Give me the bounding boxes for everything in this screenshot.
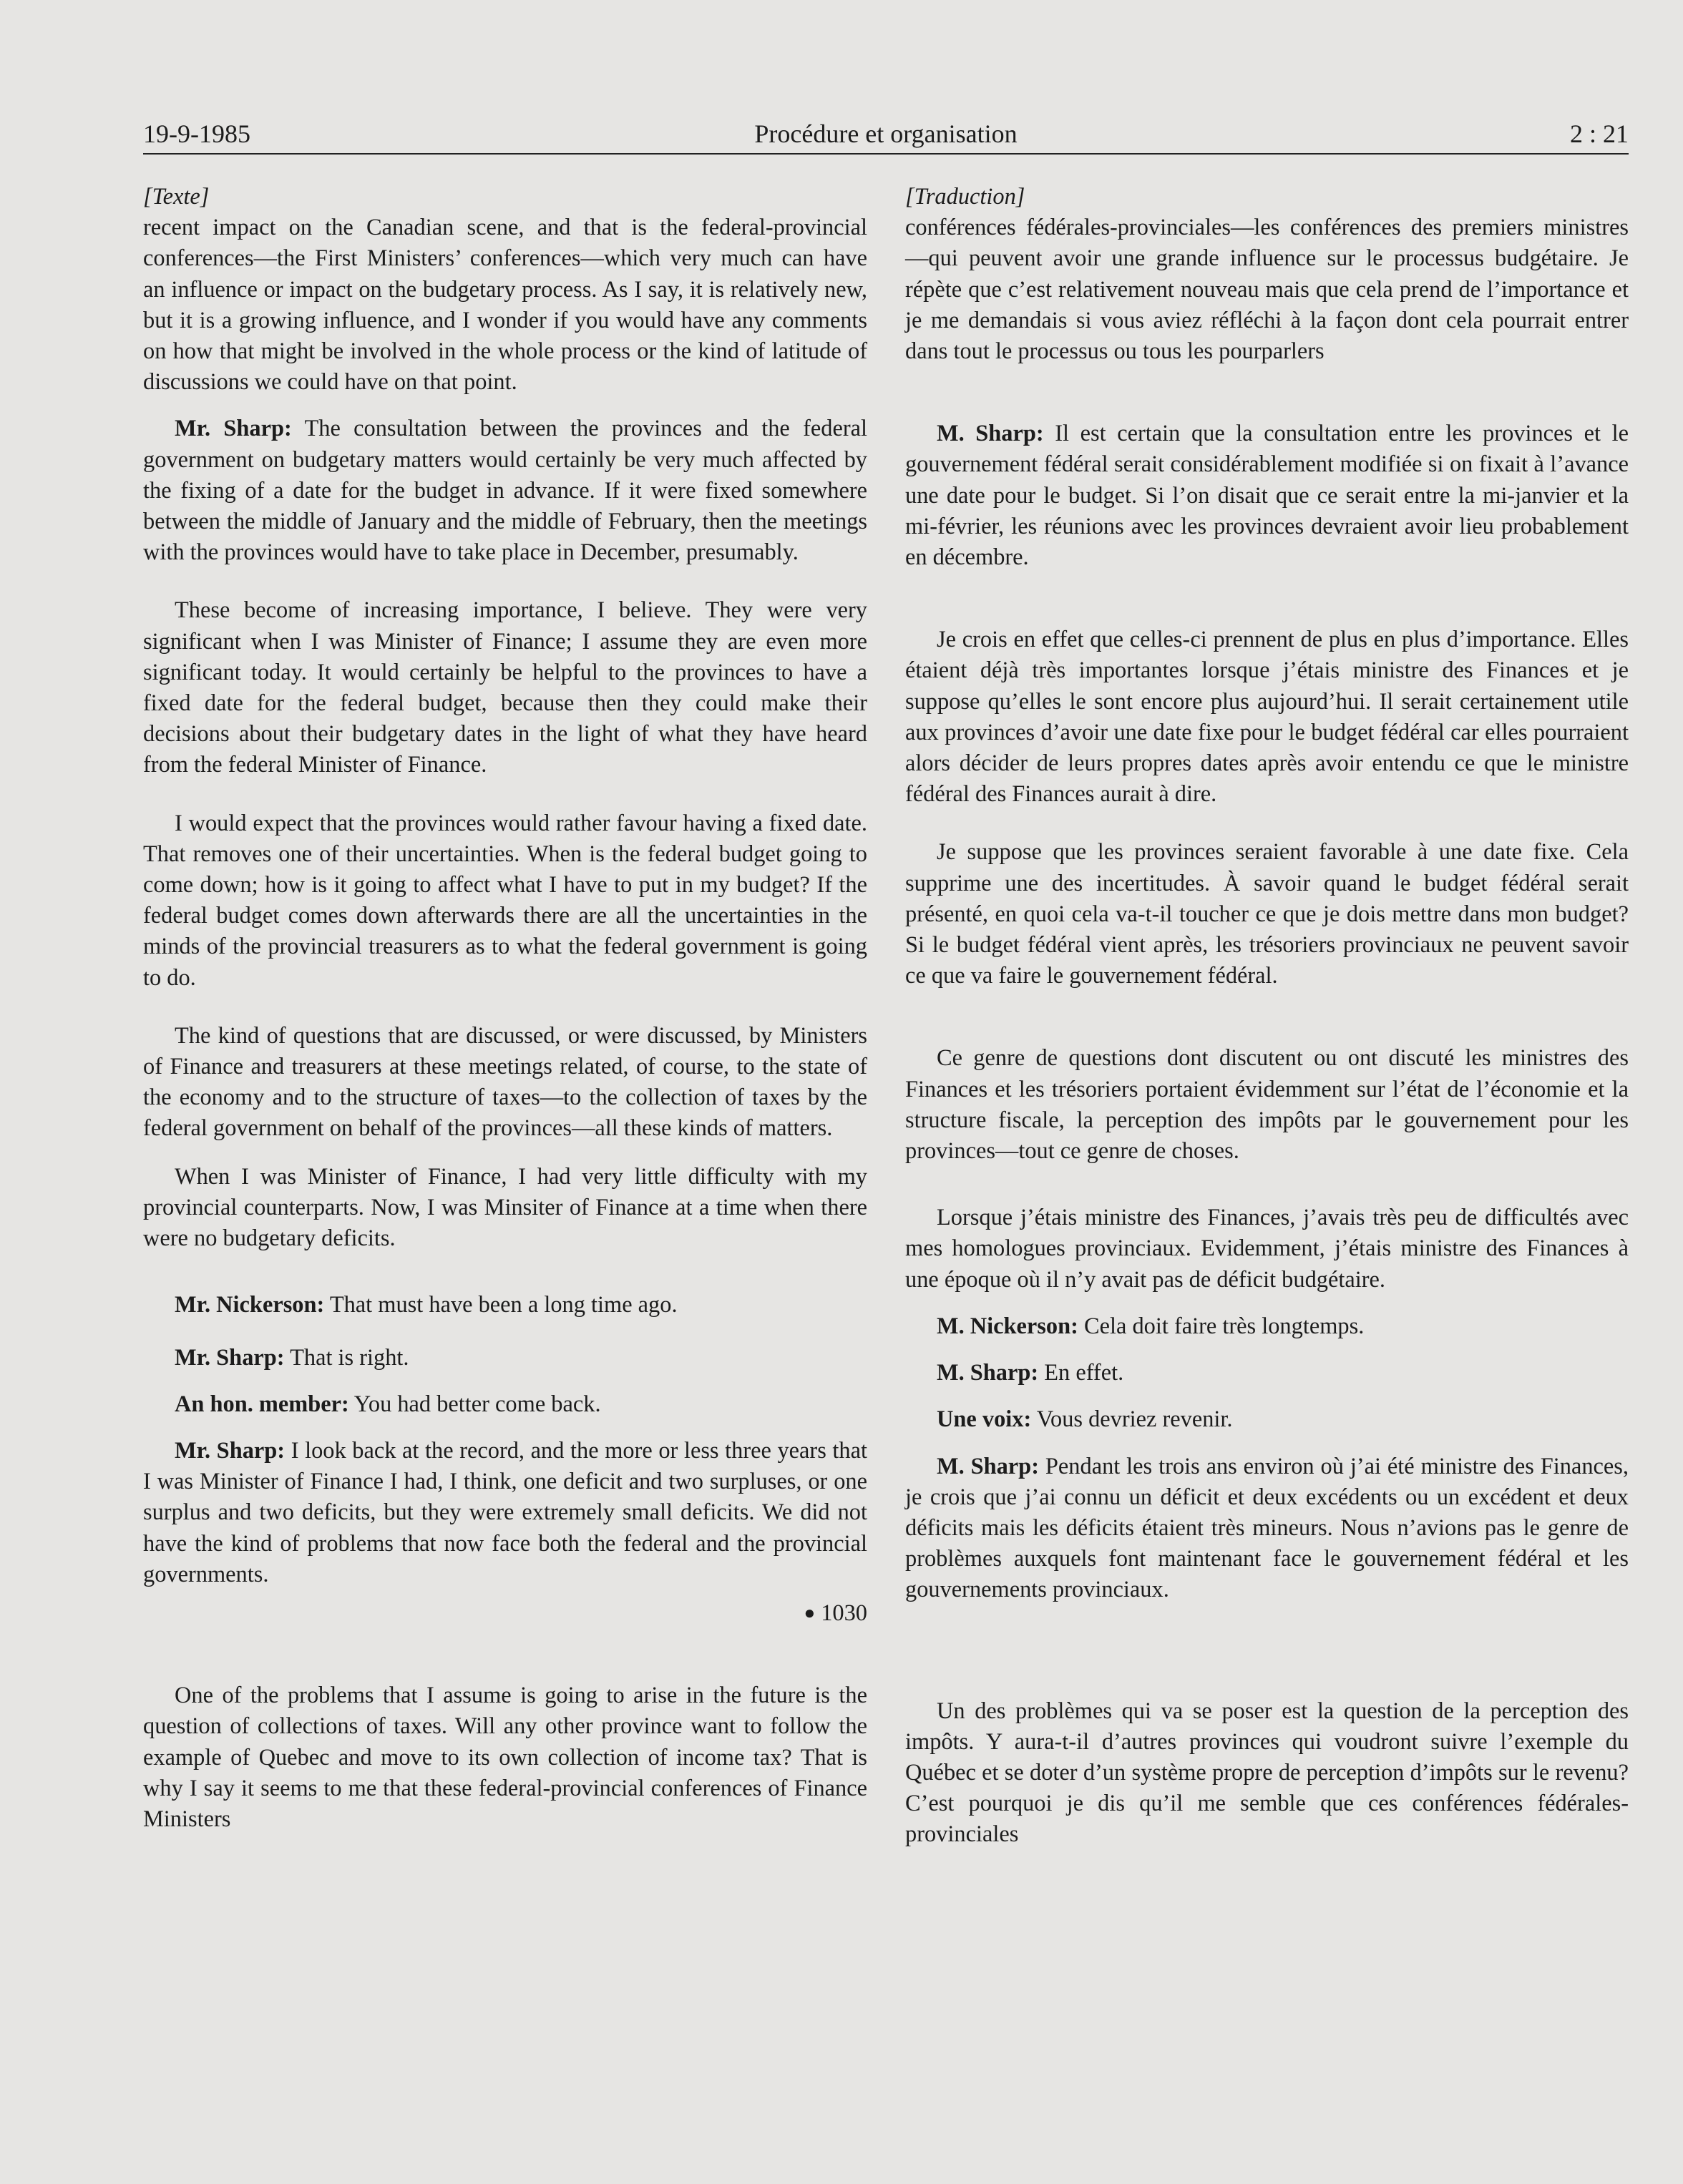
paragraph: These become of increasing importance, I believe. They were very significant when I was Minister of Finance; I assume they are even more significant today. It would certainly be helpful to the provinces to have a fixed date for the federal budget, because then they could make their decisions about their budgetary dates in the light of what they have heard from the federal Minister of Finance. bbox=[143, 597, 867, 778]
paragraph: One of the problems that I assume is going to arise in the future is the question of collections of taxes. Will any other province want to follow the example of Quebec and move to its own collection of income tax? That is why I say it seems to me that these federal-provincial conferences of Finance Ministers bbox=[143, 1683, 867, 1832]
speech-text: That is right. bbox=[284, 1344, 409, 1371]
page-number: 2 : 21 bbox=[1569, 119, 1629, 148]
speech-text: Vous devriez revenir. bbox=[1031, 1406, 1233, 1433]
time-value: 1030 bbox=[821, 1600, 867, 1626]
english-column bbox=[143, 182, 867, 1835]
speech-text: En effet. bbox=[1038, 1360, 1124, 1386]
paragraph bbox=[143, 413, 867, 568]
header-date: 19-9-1985 bbox=[143, 119, 250, 148]
bullet-icon: ● bbox=[804, 1602, 816, 1623]
speaker-name: M. Sharp: bbox=[937, 1360, 1039, 1386]
paragraph: Ce genre de questions dont discutent ou ont discuté les ministres des Finances et les trésoriers portaient évidemment sur l’état de l’économie et la structure fiscale, la perception des impôts par le gouvernement pour les provinces—tout ce genre de choses. bbox=[905, 1045, 1629, 1165]
paragraph: Lorsque j’étais ministre des Finances, j’avais très peu de difficultés avec mes homologues provinciaux. Evidemment, j’étais ministre des Finances à une époque où il n’y avait pas de déficit budgétaire. bbox=[905, 1205, 1629, 1293]
speaker-name: Une voix: bbox=[937, 1406, 1032, 1433]
paragraph: I would expect that the provinces would rather favour having a fixed date. That removes one of their uncertainties. When is the federal budget going to come down; how is it going to affect what I have to put in my budget? If the federal budget comes down afterwards there are all the uncertainties in the minds of the provincial treasurers as to what the federal government is going to do. bbox=[143, 810, 867, 991]
section-tag: [Texte] bbox=[143, 184, 210, 210]
speaker-name: M. Sharp: bbox=[937, 421, 1044, 447]
speech-text: That must have been a long time ago. bbox=[324, 1292, 678, 1318]
paragraph: The kind of questions that are discussed, or were discussed, by Ministers of Finance and treasurers at these meetings related, of course, to the state of the economy and to the structure of taxes—to the collection of taxes by the federal government on behalf of the provinces—all these kinds of matters. bbox=[143, 1022, 867, 1142]
paragraph: Je crois en effet que celles-ci prennent de plus en plus d’importance. Elles étaient déjà très importantes lorsque j’étais ministre des Finances et je suppose qu’elles le sont encore plus aujourd’hui. Il serait certainement utile aux provinces d’avoir une date fixe pour le budget fédéral car elles pourraient alors décider de leurs propres dates après avoir entendu ce que le ministre fédéral des Finances aurait à dire. bbox=[905, 627, 1629, 808]
paragraph: Je suppose que les provinces seraient favorable à une date fixe. Cela supprime une des incertitudes. À savoir quand le budget fédéral serait présenté, en quoi cela va-t-il toucher ce que je dois mettre dans mon budget? Si le budget fédéral vient après, les trésoriers provinciaux ne peuvent savoir ce que va faire le gouvernement fédéral. bbox=[905, 839, 1629, 989]
paragraph bbox=[143, 1389, 867, 1420]
speaker-name: Mr. Sharp: bbox=[175, 1344, 285, 1371]
paragraph bbox=[905, 418, 1629, 573]
running-header bbox=[143, 116, 1629, 155]
paragraph bbox=[905, 1311, 1629, 1342]
paragraph bbox=[905, 1451, 1629, 1606]
speech-text: I look back at the record, and the more or less three years that I was Minister of Finance I had, I think, one deficit and two surpluses, or one surplus and two deficits, but they were extremely small deficits. We did not have the kind of problems that now face both the federal and the provincial governments. bbox=[143, 1437, 867, 1587]
speaker-name: Mr. Sharp: bbox=[175, 416, 292, 442]
speaker-name: Mr. Sharp: bbox=[175, 1437, 286, 1464]
paragraph bbox=[143, 1436, 867, 1590]
paragraph bbox=[143, 1290, 867, 1321]
speech-text: You had better come back. bbox=[348, 1391, 601, 1417]
paragraph: Un des problèmes qui va se poser est la question de la perception des impôts. Y aura-t-il d’autres provinces qui voudront suivre l’exemple du Québec et se doter d’un système propre de perception d’impôts sur le revenu? C’est pourquoi je dis qu’il me semble que ces conférences fédérales-provinciales bbox=[905, 1698, 1629, 1848]
speech-text: Il est certain que la consultation entre les provinces et le gouvernement fédéral serait considérablement modifiée si on fixait à l’avance une date pour le budget. Si l’on disait que ce serait entre la mi-janvier et la mi-février, les réunions avec les provinces devraient avoir lieu probablement en décembre. bbox=[905, 421, 1629, 571]
french-column bbox=[905, 182, 1629, 1851]
speaker-name: An hon. member: bbox=[175, 1391, 349, 1417]
speech-text: The consultation between the provinces and the federal government on budgetary matters would certainly be very much affected by the fixing of a date for the budget in advance. If it were fixed somewhere between the middle of January and the middle of February, then the meetings with the provinces would have to take place in December, presumably. bbox=[143, 416, 867, 566]
speech-text: Pendant les trois ans environ où j’ai été ministre des Finances, je crois que j’ai connu un déficit et deux excédents ou un excédent et deux déficits mais les déficits étaient très mineurs. Nous n’avions pas le genre de problèmes auxquels font maintenant face le gouvernement fédéral et les gouvernements provinciaux. bbox=[905, 1453, 1629, 1603]
section-tag: [Traduction] bbox=[905, 184, 1025, 210]
speaker-name: Mr. Nickerson: bbox=[175, 1292, 325, 1318]
header-title: Procédure et organisation bbox=[754, 119, 1018, 148]
paragraph: recent impact on the Canadian scene, and that is the federal-provincial conferences—the First Ministers’ conferences—which very much can have an influence or impact on the budgetary process. As I say, it is relatively new, but it is a growing influence, and I wonder if you would have any comments on how that might be involved in the whole process or the kind of latitude of discussions we could have on that point. bbox=[143, 215, 867, 396]
time-marker bbox=[143, 1597, 867, 1629]
paragraph bbox=[905, 1358, 1629, 1389]
paragraph bbox=[905, 1404, 1629, 1435]
paragraph: When I was Minister of Finance, I had very little difficulty with my provincial counterparts. Now, I was Minsiter of Finance at a time when there were no budgetary deficits. bbox=[143, 1163, 867, 1252]
speaker-name: M. Nickerson: bbox=[937, 1313, 1078, 1339]
speaker-name: M. Sharp: bbox=[937, 1453, 1039, 1479]
paragraph: conférences fédérales-provinciales—les conférences des premiers ministres—qui peuvent avoir une grande influence sur le processus budgétaire. Je répète que c’est relativement nouveau mais que cela prend de l’importance et je me demandais si vous aviez réfléchi à la façon dont cela pourrait entrer dans tout le processus ou tous les pourparlers bbox=[905, 215, 1629, 365]
paragraph bbox=[143, 1343, 867, 1373]
speech-text: Cela doit faire très longtemps. bbox=[1078, 1313, 1365, 1339]
